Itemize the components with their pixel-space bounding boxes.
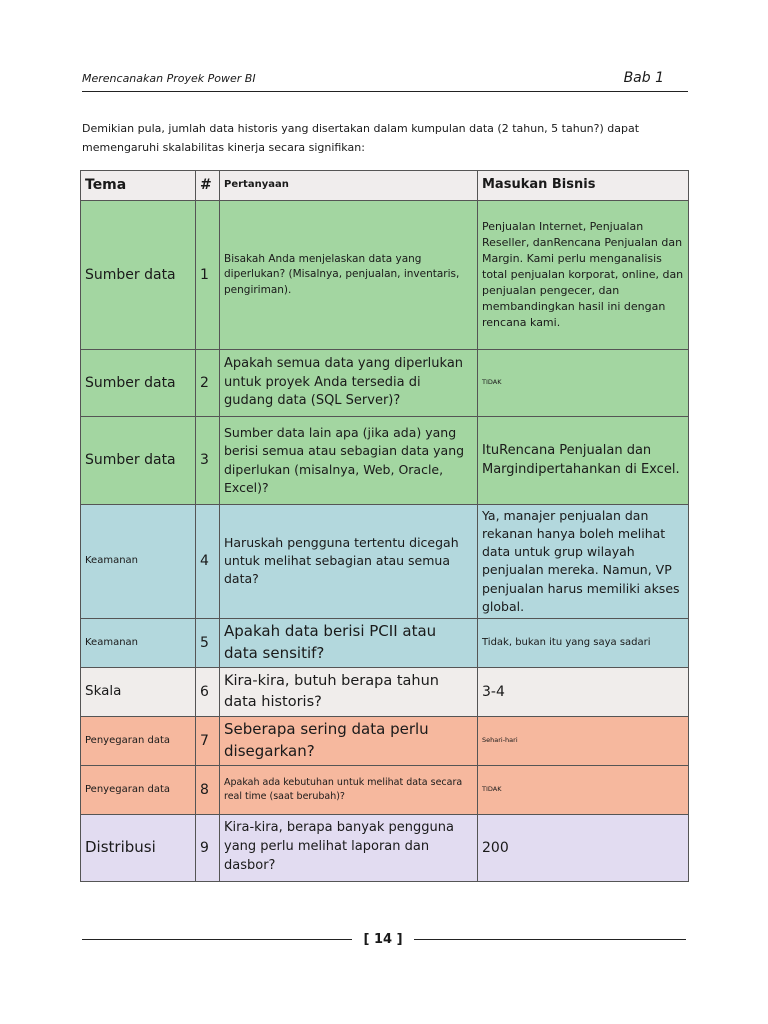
question-cell: Bisakah Anda menjelaskan data yang diperlukan? (Misalnya, penjualan, inventaris, pengiriman). bbox=[220, 201, 478, 350]
question-cell: Kira-kira, butuh berapa tahun data historis? bbox=[220, 667, 478, 716]
question-cell: Apakah data berisi PCII atau data sensitif? bbox=[220, 618, 478, 667]
chapter-label: Bab 1 bbox=[623, 70, 664, 86]
footer-rule-right bbox=[414, 939, 686, 940]
intro-paragraph: Demikian pula, jumlah data historis yang disertakan dalam kumpulan data (2 tahun, 5 tahun?) dapat memengaruhi skalabilitas kinerja secara signifikan: bbox=[82, 122, 640, 154]
business-input-cell: ItuRencana Penjualan dan Margindipertahankan di Excel. bbox=[478, 417, 689, 505]
header-number: # bbox=[196, 171, 220, 201]
table-row bbox=[81, 201, 689, 350]
page-number: [ 14 ] bbox=[363, 932, 403, 947]
header-business-input: Masukan Bisnis bbox=[478, 171, 689, 201]
business-input-cell: Sehari-hari bbox=[478, 716, 689, 765]
table-row bbox=[81, 667, 689, 716]
table-row bbox=[81, 765, 689, 814]
table-row bbox=[81, 350, 689, 417]
business-input-cell: TIDAK bbox=[478, 765, 689, 814]
number-cell: 7 bbox=[196, 716, 220, 765]
number-cell: 2 bbox=[196, 350, 220, 417]
business-input-cell: 3-4 bbox=[478, 667, 689, 716]
table-body bbox=[81, 201, 689, 882]
number-cell: 6 bbox=[196, 667, 220, 716]
header-tema: Tema bbox=[81, 171, 196, 201]
business-input-cell: Penjualan Internet, Penjualan Reseller, danRencana Penjualan dan Margin. Kami perlu menganalisis total penjualan korporat, online, dan penjualan pengecer, dan membandingkan hasil ini dengan rencana kami. bbox=[478, 201, 689, 350]
theme-cell: Distribusi bbox=[81, 814, 196, 881]
theme-cell: Skala bbox=[81, 667, 196, 716]
theme-cell: Keamanan bbox=[81, 618, 196, 667]
business-input-cell: 200 bbox=[478, 814, 689, 881]
table-row bbox=[81, 814, 689, 881]
running-header-title: Merencanakan Proyek Power BI bbox=[82, 72, 256, 85]
number-cell: 5 bbox=[196, 618, 220, 667]
theme-cell: Sumber data bbox=[81, 201, 196, 350]
header-question: Pertanyaan bbox=[220, 171, 478, 201]
business-input-cell: Tidak, bukan itu yang saya sadari bbox=[478, 618, 689, 667]
theme-cell: Penyegaran data bbox=[81, 716, 196, 765]
header-divider bbox=[82, 91, 688, 92]
question-cell: Haruskah pengguna tertentu dicegah untuk melihat sebagian atau semua data? bbox=[220, 505, 478, 619]
number-cell: 9 bbox=[196, 814, 220, 881]
theme-cell: Sumber data bbox=[81, 350, 196, 417]
table-row bbox=[81, 618, 689, 667]
number-cell: 3 bbox=[196, 417, 220, 505]
question-cell: Kira-kira, berapa banyak pengguna yang perlu melihat laporan dan dasbor? bbox=[220, 814, 478, 881]
table-row bbox=[81, 716, 689, 765]
number-cell: 1 bbox=[196, 201, 220, 350]
business-input-cell: Ya, manajer penjualan dan rekanan hanya boleh melihat data untuk grup wilayah penjualan mereka. Namun, VP penjualan harus memiliki akses global. bbox=[478, 505, 689, 619]
table-row bbox=[81, 505, 689, 619]
theme-cell: Penyegaran data bbox=[81, 765, 196, 814]
theme-cell: Sumber data bbox=[81, 417, 196, 505]
table-header-row bbox=[81, 171, 689, 201]
footer-rule-left bbox=[82, 939, 352, 940]
number-cell: 8 bbox=[196, 765, 220, 814]
table-row bbox=[81, 417, 689, 505]
question-cell: Apakah ada kebutuhan untuk melihat data secara real time (saat berubah)? bbox=[220, 765, 478, 814]
question-cell: Seberapa sering data perlu disegarkan? bbox=[220, 716, 478, 765]
question-cell: Sumber data lain apa (jika ada) yang berisi semua atau sebagian data yang diperlukan (misalnya, Web, Oracle, Excel)? bbox=[220, 417, 478, 505]
question-cell: Apakah semua data yang diperlukan untuk proyek Anda tersedia di gudang data (SQL Server)? bbox=[220, 350, 478, 417]
requirements-table bbox=[80, 170, 689, 882]
number-cell: 4 bbox=[196, 505, 220, 619]
theme-cell: Keamanan bbox=[81, 505, 196, 619]
business-input-cell: TIDAK bbox=[478, 350, 689, 417]
